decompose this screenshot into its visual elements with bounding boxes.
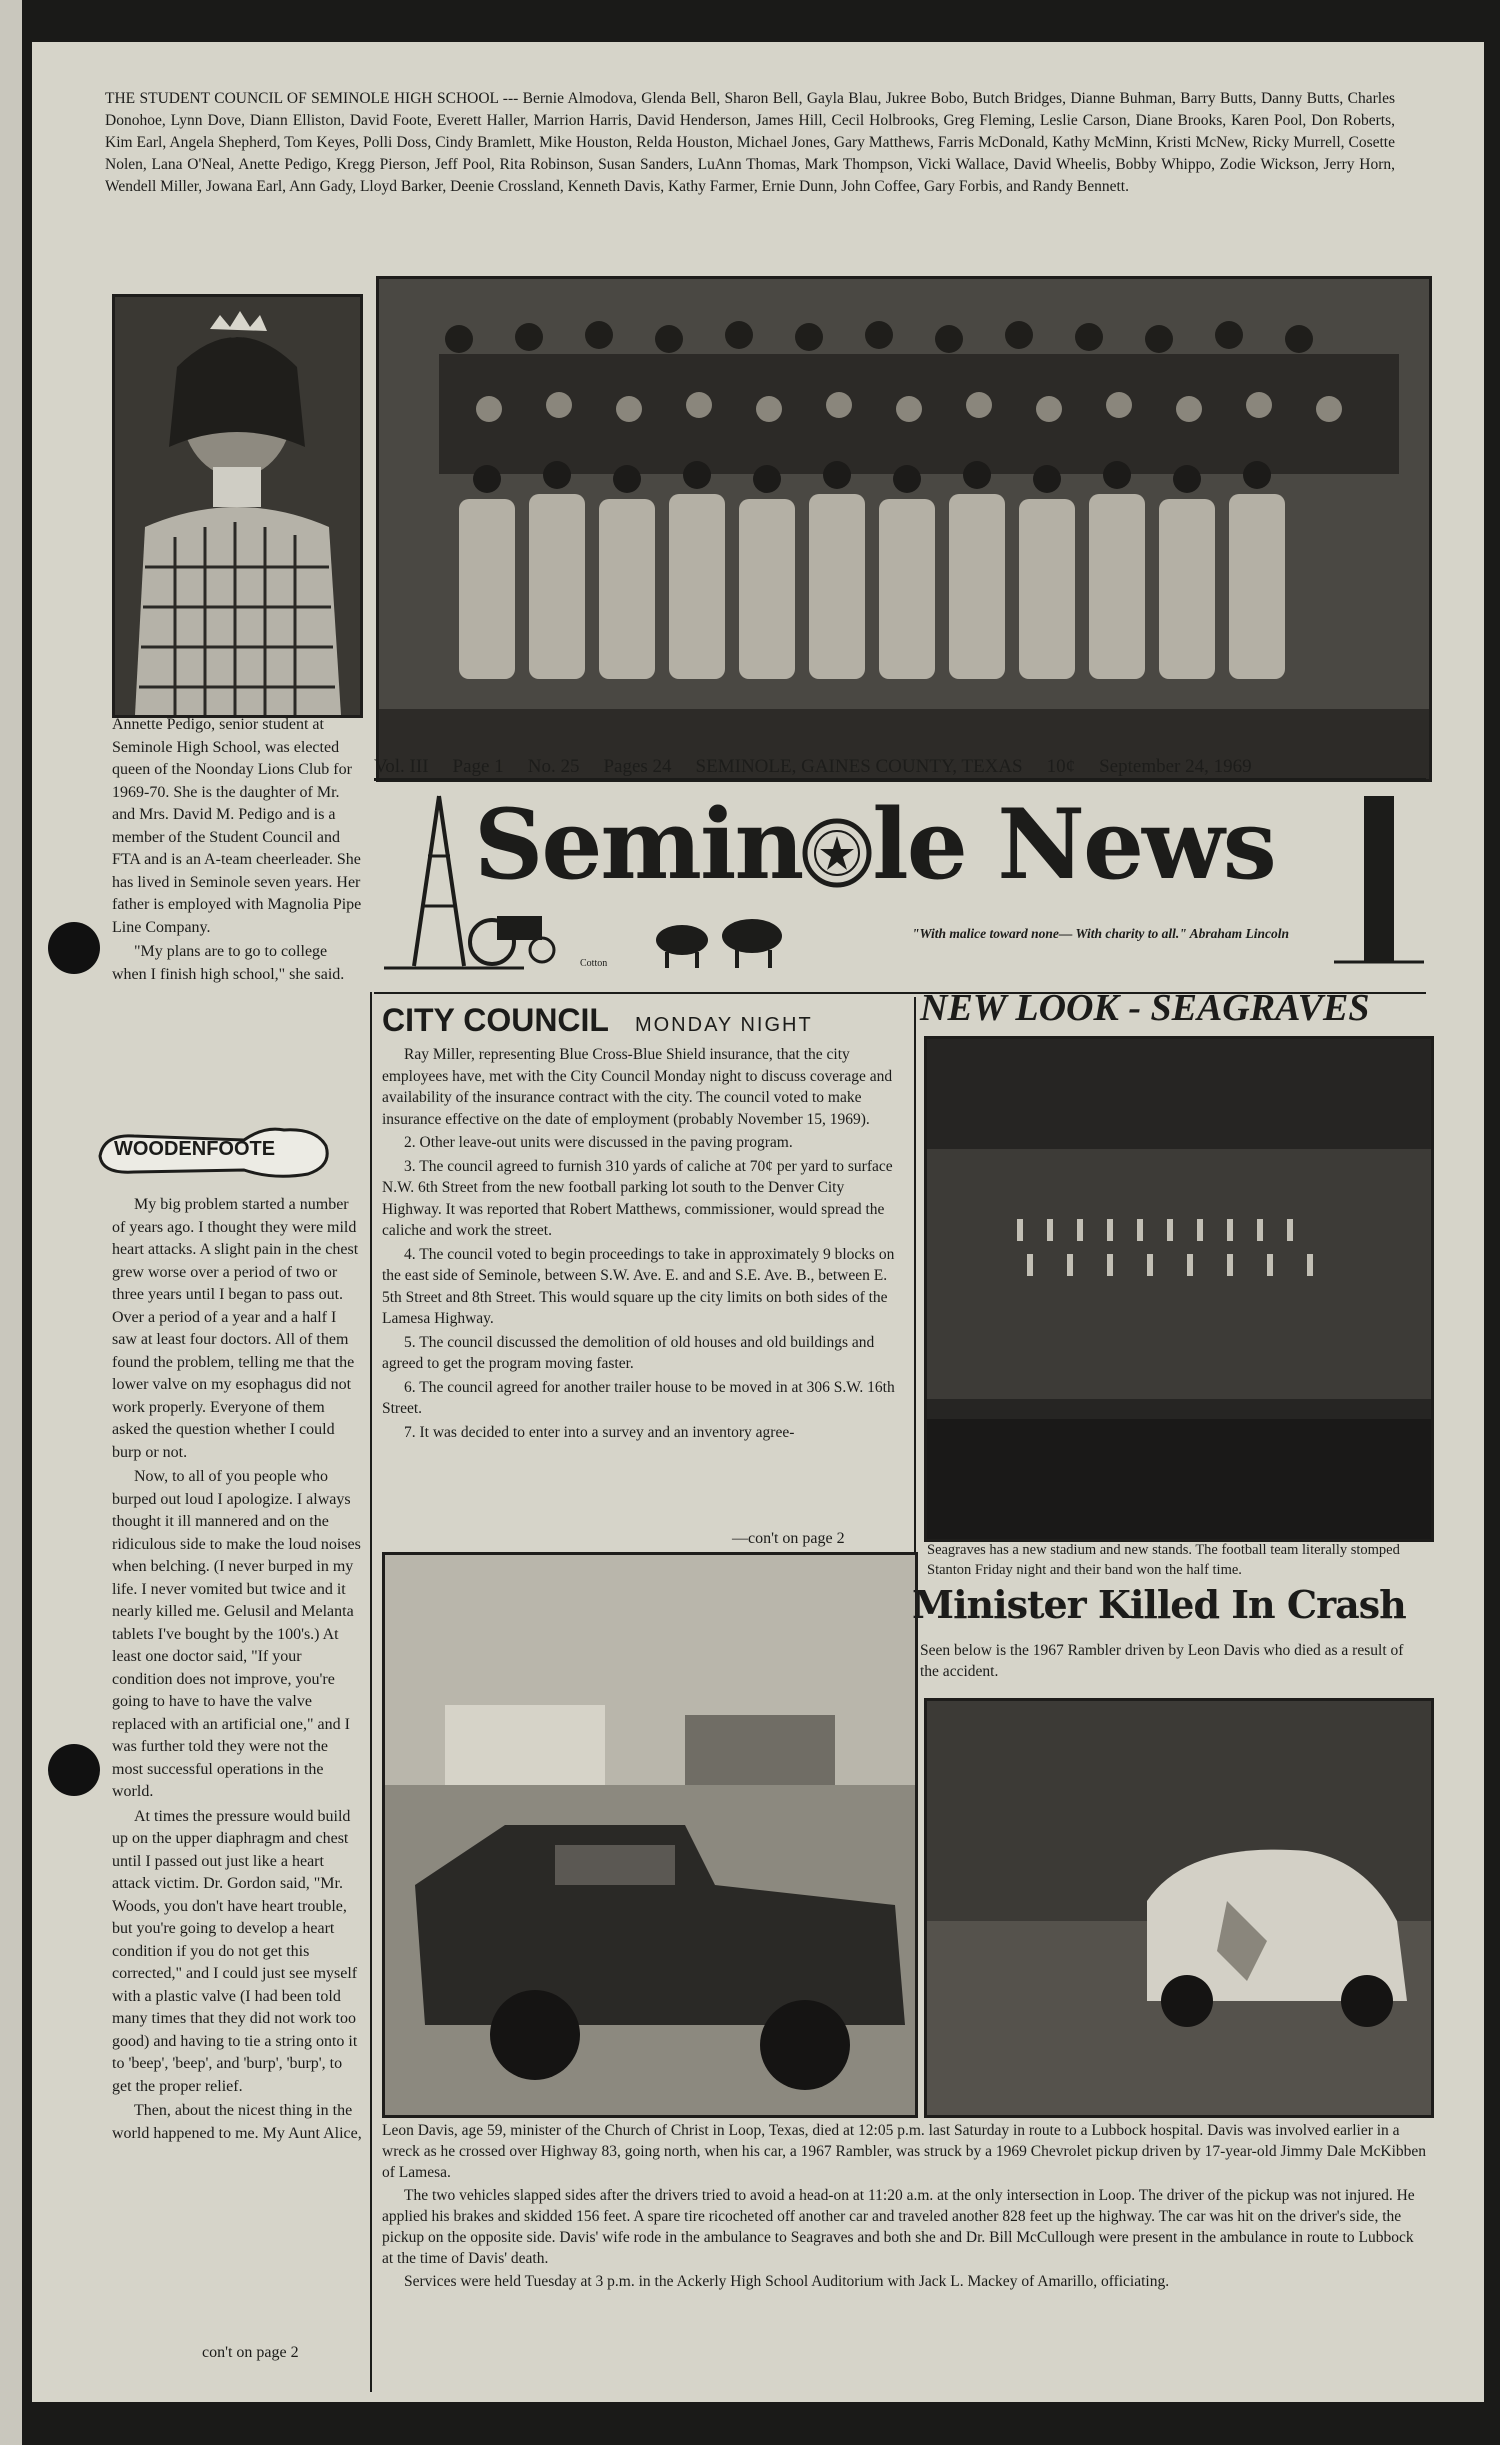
- city-council-subhead: MONDAY NIGHT: [634, 1014, 813, 1036]
- city-council-headline: CITY COUNCIL: [382, 1002, 609, 1038]
- masthead-info-bar: [374, 752, 1426, 781]
- page-count: Pages 24: [603, 756, 672, 777]
- queen-caption: Annette Pedigo, senior student at Seminole High School, was elected queen of the Noonday Lions Club for 1969-70. She is the daughter of Mr. and Mrs. David M. Pedigo and is a member of the Student Council and FTA and is an A-team cheerleader. She has lived in Seminole seven years. Her father is employed with Magnolia Pipe Line Company.: [112, 716, 362, 936]
- issue-number: No. 25: [527, 756, 580, 777]
- queen-photo: [112, 294, 363, 718]
- woodenfoote-logo-text: WOODENFOOTE: [114, 1138, 276, 1160]
- punch-hole: [48, 922, 100, 974]
- location: SEMINOLE, GAINES COUNTY, TEXAS: [695, 756, 1023, 777]
- woodenfoote-paragraph: Now, to all of you people who burped out loud I apologize. I always thought it ill mannered and on the ridiculous side to make the loud noises when belching. (I never burped in my life. I never vomited but twice and it nearly killed me. Gelusil and Melanta tablets I've bought by the 100's.) At least one doctor said, "If your condition does not improve, you're going to have to have the valve replaced with an artificial one," and I was further told they were not the most successful operations in the world.: [112, 1468, 361, 1800]
- price: 10¢: [1046, 756, 1076, 777]
- woodenfoote-paragraph: At times the pressure would build up on the upper diaphragm and chest until I passed out just like a heart attack victim. Dr. Gordon said, "Mr. Woods, you don't have heart trouble, but you're going to develop a heart condition if you do not get this corrected," and I could just see myself with a plastic valve (I had been told many times that they did not work too good) and having to tie a string onto it to 'beep', 'beep', and 'burp', 'burp', to get the proper relief.: [112, 1807, 358, 2095]
- farm-scene-icon: [452, 892, 822, 972]
- woodenfoote-paragraph: Then, about the nicest thing in the world happened to me. My Aunt Alice,: [112, 2102, 362, 2142]
- city-council-header: [382, 1002, 902, 1046]
- city-council-article: [382, 1044, 902, 1445]
- city-council-paragraph: Ray Miller, representing Blue Cross-Blue Shield insurance, that the city employees have, met with the City Council Monday night to discuss coverage and availability of the insurance contract with the city. The council voted to make insurance effective on the date of employment (probably November 15, 1969).: [382, 1046, 893, 1128]
- queen-quote: "My plans are to go to college when I finish high school," she said.: [112, 943, 345, 983]
- newspaper-page: [32, 42, 1484, 2402]
- student-council-photo: [376, 276, 1432, 782]
- film-edge: [0, 0, 22, 2445]
- newspaper-title: [474, 790, 1344, 900]
- county-seal-icon: [802, 790, 872, 900]
- minister-lead: Seen below is the 1967 Rambler driven by Leon Davis who died as a result of the accident.: [920, 1642, 1404, 1680]
- issue-date: September 24, 1969: [1099, 756, 1252, 777]
- woodenfoote-article: [112, 1194, 362, 2147]
- queen-article: [112, 714, 362, 988]
- woodenfoote-paragraph: My big problem started a number of years ago. I thought they were mild heart attacks. A slight pain in the chest grew worse over a period of two or three years until I began to pass out. Over a period of a year and a half I saw at least four doctors. All of them found the problem, telling me that the lower valve on my esophagus did not work properly. Everyone of them asked the question whether I could burp or not.: [112, 1196, 359, 1461]
- seagraves-headline: NEW LOOK - SEAGRAVES: [920, 987, 1370, 1029]
- minister-article: [382, 2120, 1428, 2294]
- seagraves-stadium-photo: [924, 1036, 1434, 1542]
- queen-portrait-image: [115, 297, 360, 715]
- woodenfoote-logo: [94, 1122, 334, 1182]
- student-council-caption: THE STUDENT COUNCIL OF SEMINOLE HIGH SCHOOL --- Bernie Almodova, Glenda Bell, Sharon Bell, Gayla Blau, Jukree Bobo, Butch Bridges, Dianne Buhman, Barry Butts, Danny Butts, Charles Donohoe, Lynn Dove, Diann Elliston, David Foote, Everett Haller, Marrion Harris, David Henderson, James Hill, Cecil Holbrooks, Greg Fleming, Leslie Carson, Diane Brooks, Karen Pool, Don Roberts, Kim Earl, Angela Shepherd, Tom Keyes, Polli Doss, Cindy Bramlett, Mike Houston, Relda Houston, Michael Jones, Gary Matthews, Farris McDonald, Kathy McMinn, Kristi McNew, Ricky Murrell, Cosette Nolen, Lana O'Neal, Anette Pedigo, Kregg Pierson, Jeff Pool, Rita Robinson, Susan Sanders, LuAnn Thomas, Mark Thompson, Vicki Wallace, David Wheelis, Bobby Whippo, Zodie Wickson, Jerry Horn, Wendell Miller, Jowana Earl, Ann Gady, Lloyd Barker, Deenie Crossland, Kenneth Davis, Kathy Farmer, Ernie Dunn, John Coffee, Gary Forbis, and Randy Bennett.: [105, 90, 1395, 195]
- title-left: Semin: [474, 788, 803, 901]
- seagraves-caption: Seagraves has a new stadium and new stands. The football team literally stomped Stanton Friday night and their band won the half time.: [927, 1542, 1400, 1578]
- crashed-car-image: [927, 1701, 1431, 2115]
- title-right: le News: [872, 788, 1275, 901]
- minister-paragraph: Services were held Tuesday at 3 p.m. in the Ackerly High School Auditorium with Jack L. Mackey of Amarillo, officiating.: [404, 2273, 1170, 2290]
- city-council-continued: —con't on page 2: [732, 1530, 845, 1547]
- group-photo-image: [379, 279, 1429, 779]
- column-rule: [914, 997, 916, 1597]
- page-number: Page 1: [452, 756, 504, 777]
- minister-paragraph: Leon Davis, age 59, minister of the Church of Christ in Loop, Texas, died at 12:05 p.m. last Saturday in route to a Lubbock hospital. Davis was involved earlier in a wreck as he crossed over Highway 83, going north, when his car, a 1967 Rambler, was struck by a 1969 Chevrolet pickup driven by 17-year-old Jimmy Dale McKibben of Lamesa.: [382, 2122, 1427, 2181]
- pickup-truck-photo: [382, 1552, 918, 2118]
- minister-paragraph: The two vehicles slapped sides after the drivers tried to avoid a head-on at 11:20 a.m. at the only intersection in Loop. The driver of the pickup was not injured. He applied his brakes and skidded 156 feet. A spare tire ricocheted off another car and traveled another 828 feet up the highway. The car was hit on the driver's side, the pickup on the opposite side. Davis' wife rode in the ambulance to Seagraves and both she and Dr. Bill McCullough were present in the ambulance in route to Lubbock at the time of Davis' death.: [382, 2187, 1415, 2267]
- cotton-label: Cotton: [580, 958, 608, 969]
- city-council-paragraph: 7. It was decided to enter into a survey and an inventory agree-: [404, 1423, 795, 1441]
- city-council-paragraph: 5. The council discussed the demolition of old houses and old buildings and agreed to get the program moving faster.: [382, 1333, 875, 1372]
- stadium-image: [927, 1039, 1431, 1539]
- minister-headline: Minister Killed In Crash: [912, 1582, 1406, 1627]
- pickup-truck-image: [385, 1555, 915, 2115]
- city-council-paragraph: 3. The council agreed to furnish 310 yards of caliche at 70¢ per yard to surface N.W. 6th Street from the new football parking lot south to the Denver City Highway. It was reported that Robert Matthews, commissioner, would spread the caliche and work the street.: [382, 1157, 893, 1239]
- rambler-crash-photo: [924, 1698, 1434, 2118]
- column-rule: [370, 992, 372, 2392]
- city-council-paragraph: 4. The council voted to begin proceedings to take in approximately 9 blocks on the east side of Seminole, between S.W. Ave. E. and and S.E. Ave. B., between E. 5th Street and 8th Street. This would square up the city limits on both sides of the Lamesa Highway.: [382, 1245, 895, 1327]
- volume-number: Vol. III: [374, 756, 429, 777]
- punch-hole: [48, 1744, 100, 1796]
- newspaper-motto: "With malice toward none— With charity to all." Abraham Lincoln: [912, 926, 1290, 941]
- city-council-paragraph: 2. Other leave-out units were discussed in the paving program.: [404, 1134, 793, 1151]
- woodenfoote-continued: con't on page 2: [202, 2344, 299, 2361]
- city-council-paragraph: 6. The council agreed for another trailer house to be moved in at 306 S.W. 16th Street.: [382, 1378, 895, 1417]
